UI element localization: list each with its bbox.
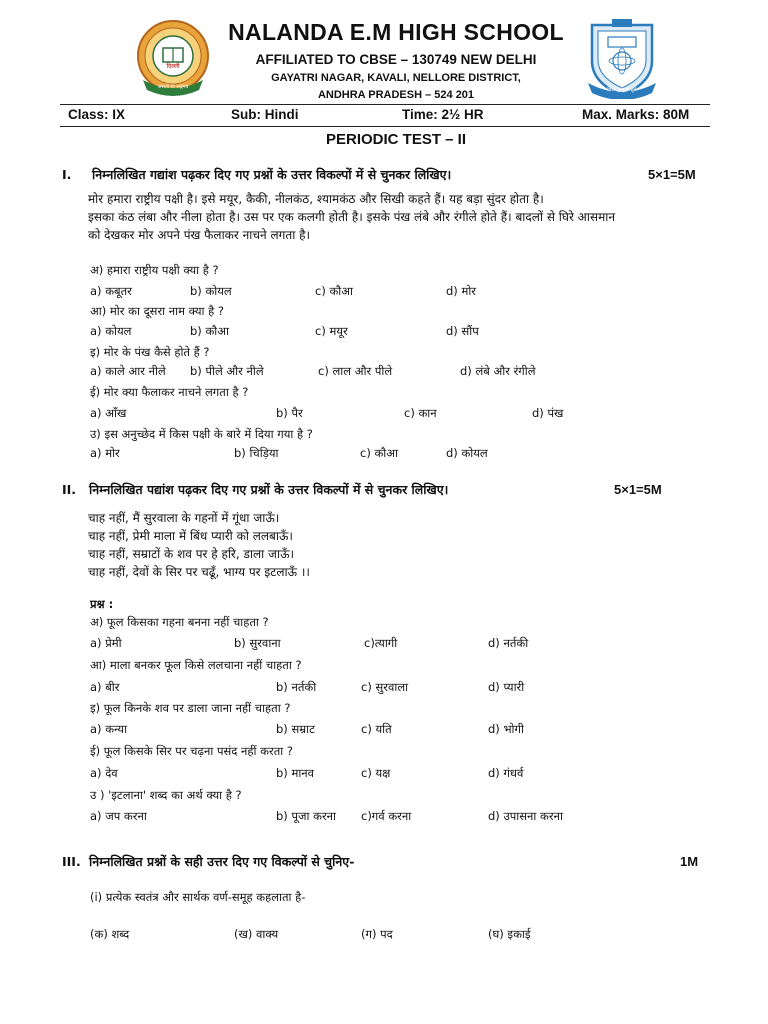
option-b: b) पीले और नीले — [190, 364, 264, 378]
option-b: b) कोयल — [190, 284, 232, 298]
option-c: c) कान — [404, 406, 437, 420]
address-line-1: GAYATRI NAGAR, KAVALI, NELLORE DISTRICT, — [271, 72, 521, 84]
section-2-question: अ) फूल किसका गहना बनना नहीं चाहता ? — [90, 615, 269, 629]
option-c: c) कौआ — [360, 446, 399, 460]
option-d: d) सौंप — [446, 324, 479, 338]
subject-label: Sub: Hindi — [231, 107, 299, 122]
option-d: d) गंधर्व — [488, 766, 524, 780]
school-crest-ribbon-text: विद्या अमृतमश्नुते — [607, 87, 637, 93]
option-a: a) कन्या — [90, 722, 128, 736]
option-d: d) भोगी — [488, 722, 524, 736]
section-3-question: (i) प्रत्येक स्वतंत्र और सार्थक वर्ण-समूह कहलाता है- — [90, 890, 306, 904]
option-b: b) कौआ — [190, 324, 230, 338]
option-ka: (क) शब्द — [90, 927, 130, 941]
option-b: b) चिड़िया — [234, 446, 279, 460]
option-b: b) पैर — [276, 406, 303, 420]
poem-line: चाह नहीं, देवों के सिर पर चढूँ, भाग्य पर इटलाऊँ ।। — [88, 565, 310, 579]
test-title: PERIODIC TEST – II — [325, 131, 467, 148]
section-2-number: II. — [62, 482, 77, 497]
section-1-passage-line: को देखकर मोर अपने पंख फैलाकर नाचने लगता है। — [88, 228, 311, 242]
poem-line: चाह नहीं, मैं सुरवाला के गहनों में गूंधा जाऊँ। — [88, 511, 280, 525]
section-3-heading: निम्नलिखित प्रश्नों के सही उत्तर दिए गए विकल्पों से चुनिए- — [89, 854, 355, 869]
option-c: c) मयूर — [315, 324, 348, 338]
option-d: d) लंबे और रंगीले — [460, 364, 536, 378]
section-2-heading: निम्नलिखित पद्यांश पढ़कर दिए गए प्रश्नों के उत्तर विकल्पों में से चुनकर लिखिए। — [89, 482, 449, 497]
section-1-number: I. — [62, 167, 72, 182]
option-kha: (ख) वाक्य — [234, 927, 279, 941]
option-c: c)गर्व करना — [361, 809, 412, 823]
section-1-passage-line: मोर हमारा राष्ट्रीय पक्षी है। इसे मयूर, कैकी, नीलकंठ, श्यामकंठ और सिखी कहते हैं। यह बड़ा सुंदर होता है। — [88, 192, 544, 206]
section-2-question: ई) फूल किसके सिर पर चढ़ना पसंद नहीं करता ? — [90, 744, 293, 758]
poem-line: चाह नहीं, प्रेमी माला में बिंध प्यारी को ललबाऊँ। — [88, 529, 293, 543]
option-d: d) प्यारी — [488, 680, 525, 694]
school-name: NALANDA E.M HIGH SCHOOL — [228, 19, 564, 45]
section-2-question: आ) माला बनकर फूल किसे ललचाना नहीं चाहता ? — [90, 658, 302, 672]
option-c: c) लाल और पीले — [318, 364, 393, 378]
option-c: c) यक्ष — [361, 766, 391, 780]
option-b: b) मानव — [276, 766, 315, 780]
section-3-number: III. — [62, 854, 81, 869]
option-a: a) कबूतर — [90, 284, 132, 298]
option-a: a) देव — [90, 766, 118, 780]
option-a: a) मोर — [90, 446, 120, 460]
option-d: d) पंख — [532, 406, 564, 420]
option-d: d) नर्तकी — [488, 636, 529, 650]
option-a: a) आँख — [90, 406, 127, 420]
header-rule-top — [60, 104, 710, 105]
option-c: c) सुरवाला — [361, 680, 409, 694]
option-d: d) उपासना करना — [488, 809, 563, 823]
class-label: Class: IX — [68, 107, 126, 122]
section-2-question: इ) फूल किनके शव पर डाला जाना नहीं चाहता ? — [90, 701, 291, 715]
option-gha: (घ) इकाई — [488, 927, 531, 941]
section-1-question: अ) हमारा राष्ट्रीय पक्षी क्या है ? — [90, 263, 219, 277]
section-1-marks: 5×1=5M — [648, 167, 696, 182]
header-rule-bottom — [60, 126, 710, 127]
section-2-question: उ ) 'इटलाना' शब्द का अर्थ क्या है ? — [90, 788, 242, 802]
section-1-question: इ) मोर के पंख कैसे होते हैं ? — [90, 345, 210, 359]
option-b: b) सुरवाना — [234, 636, 281, 650]
section-1-heading: निम्नलिखित गद्यांश पढ़कर दिए गए प्रश्नों के उत्तर विकल्पों में से चुनकर लिखिए। — [92, 167, 452, 182]
affiliation-line: AFFILIATED TO CBSE – 130749 NEW DELHI — [255, 52, 537, 67]
time-label: Time: 2½ HR — [402, 107, 484, 122]
option-c: c) कौआ — [315, 284, 354, 298]
max-marks-label: Max. Marks: 80M — [582, 107, 690, 122]
section-1-passage-line: इसका कंठ लंबा और नीला होता है। उस पर एक कलगी होती है। इसके पंख लंबे और रंगीले होते हैं। बादलों से घिरे आसमान — [88, 210, 616, 224]
option-a: a) जप करना — [90, 809, 147, 823]
option-b: b) नर्तकी — [276, 680, 317, 694]
section-3-marks: 1M — [680, 854, 699, 869]
option-ga: (ग) पद — [361, 927, 393, 941]
cbse-logo-ribbon-text: असतो मा सद्गमय — [157, 84, 189, 90]
cbse-logo-text-center: दिल्ली — [166, 63, 180, 70]
option-d: d) कोयल — [446, 446, 488, 460]
option-c: c)त्यागी — [364, 636, 398, 650]
option-c: c) यति — [361, 722, 392, 736]
option-d: d) मोर — [446, 284, 477, 298]
option-a: a) काले आर नीले — [90, 364, 166, 378]
option-b: b) पूजा करना — [276, 809, 337, 823]
address-line-2: ANDHRA PRADESH – 524 201 — [317, 89, 475, 101]
option-a: a) बीर — [90, 680, 120, 694]
option-a: a) प्रेमी — [90, 636, 122, 650]
poem-line: चाह नहीं, सम्राटों के शव पर हे हरि, डाला जाऊँ। — [88, 547, 295, 561]
section-1-question: आ) मोर का दूसरा नाम क्या है ? — [90, 304, 225, 318]
section-2-marks: 5×1=5M — [614, 482, 662, 497]
option-b: b) सम्राट — [276, 722, 315, 736]
section-1-question: उ) इस अनुच्छेद में किस पक्षी के बारे में दिया गया है ? — [90, 427, 313, 441]
prashn-label: प्रश्न : — [90, 597, 114, 611]
section-1-question: ई) मोर क्या फैलाकर नाचने लगता है ? — [90, 385, 249, 399]
option-a: a) कोयल — [90, 324, 132, 338]
